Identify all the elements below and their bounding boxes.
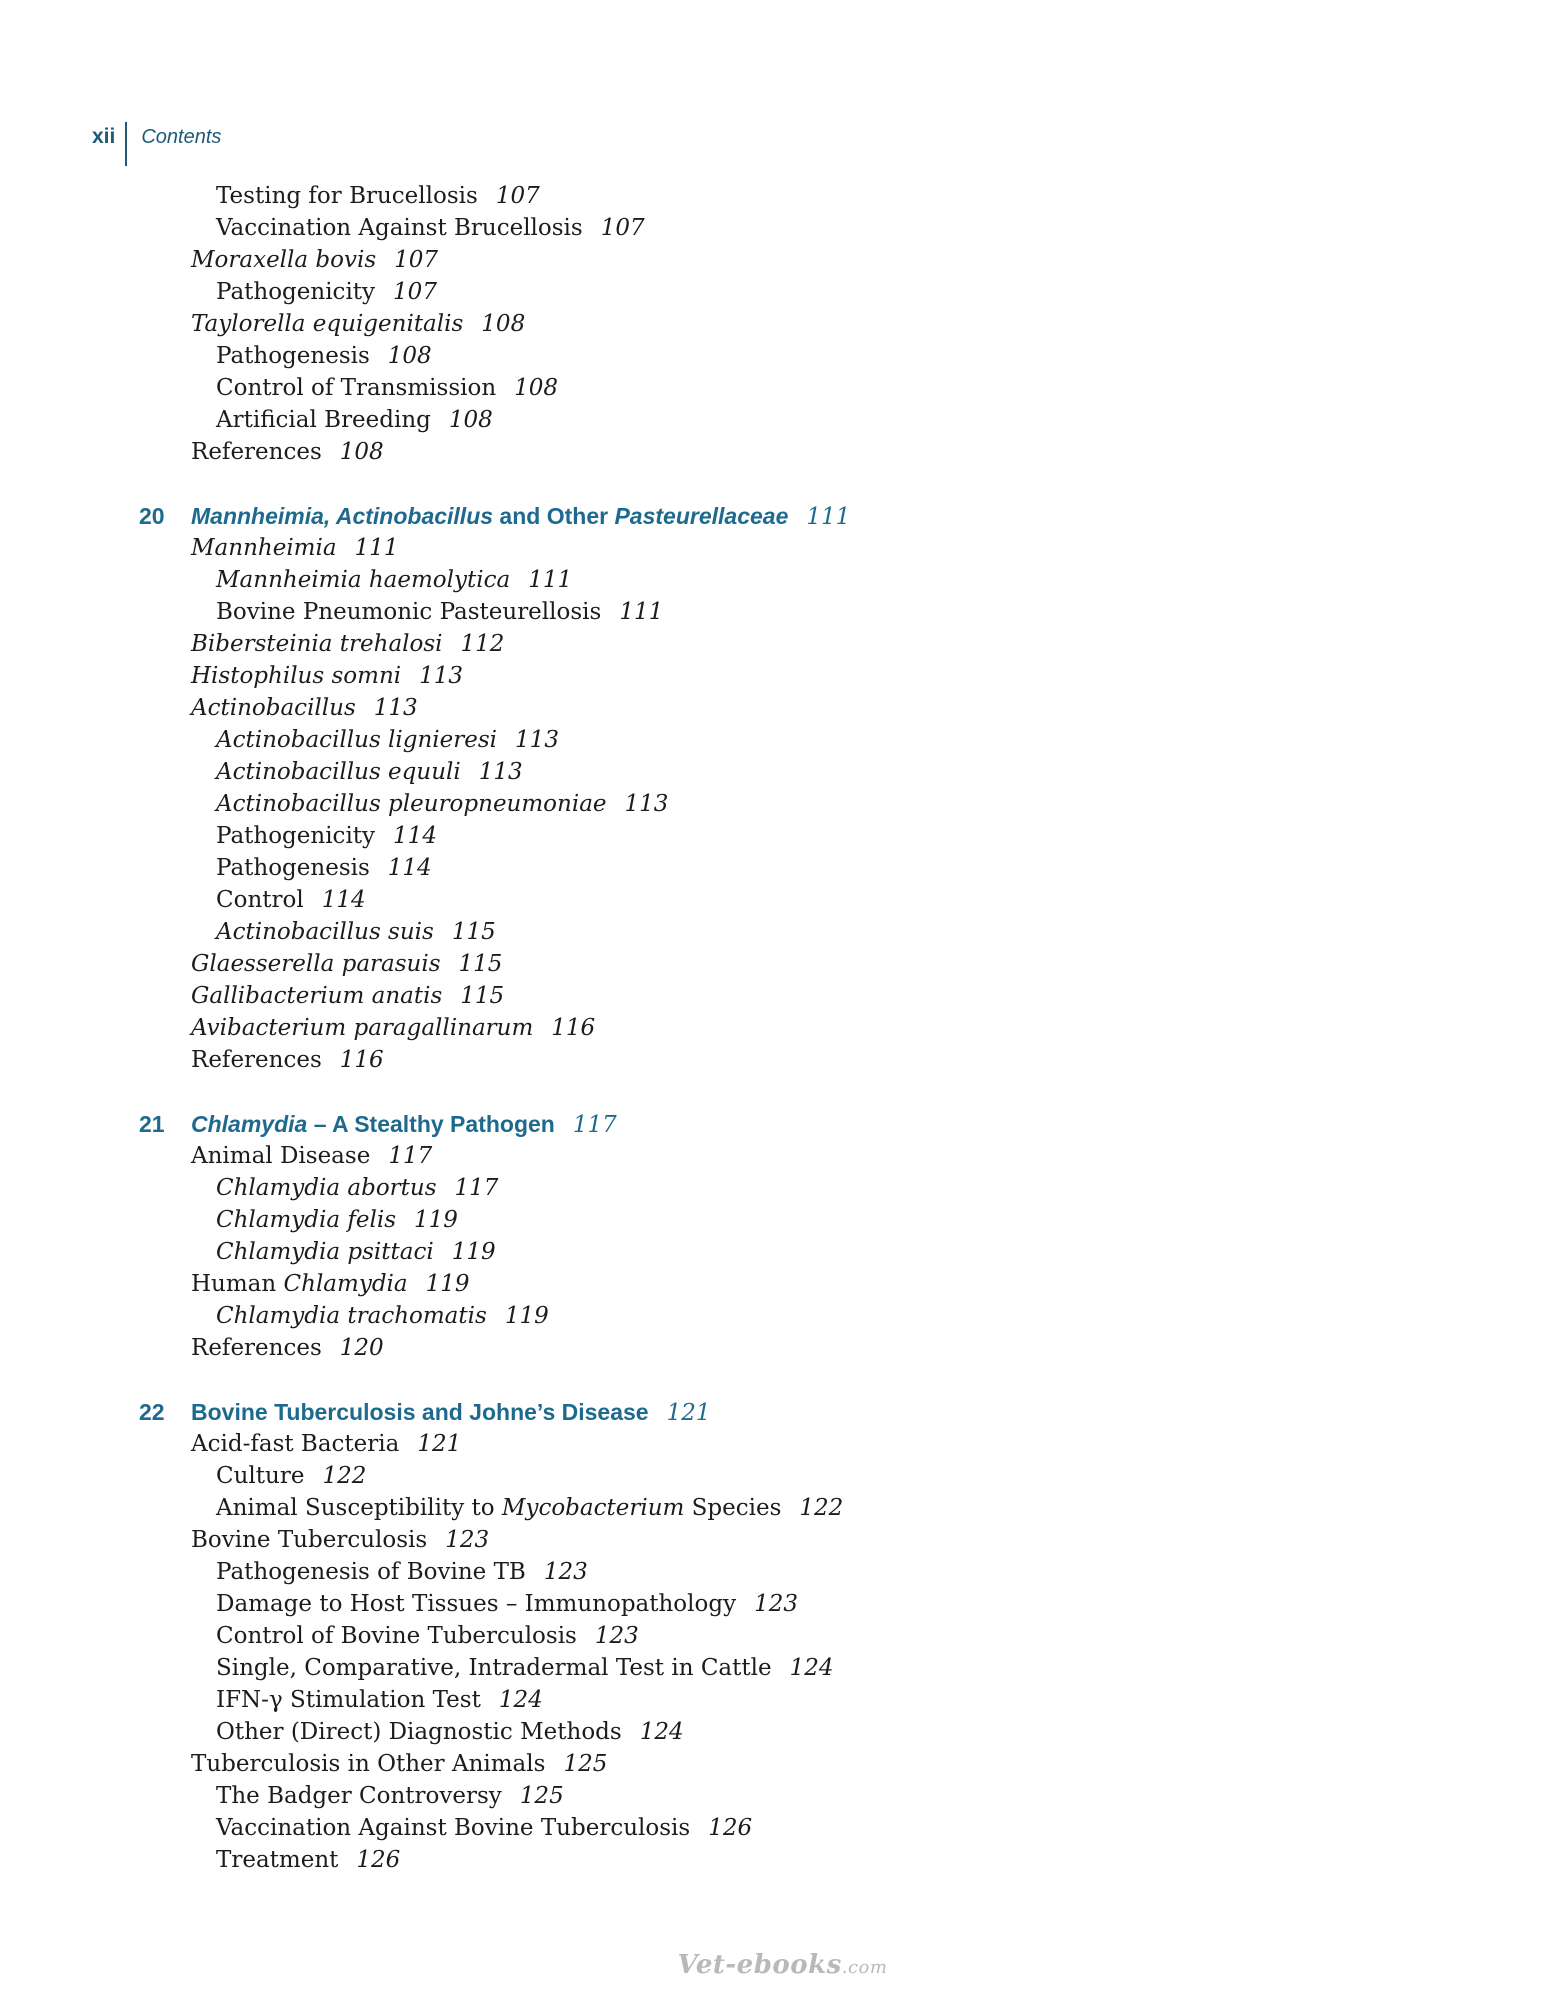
toc-subsection-entry[interactable] [0, 1236, 1565, 1268]
entry-page-number: 124 [789, 1655, 834, 1681]
chapter-title-part: Pasteurellaceae [614, 503, 789, 529]
toc-subsection-entry[interactable] [0, 1300, 1565, 1332]
entry-page-number: 117 [454, 1175, 499, 1201]
toc-section-entry[interactable] [0, 1140, 1565, 1172]
entry-page-number: 125 [519, 1783, 564, 1809]
toc-subsection-entry[interactable] [0, 404, 1565, 436]
watermark-text: Vet-ebooks [677, 1950, 842, 1980]
entry-page-number: 126 [708, 1815, 753, 1841]
chapter-number: 20 [139, 503, 165, 529]
entry-title: Treatment [216, 1847, 339, 1873]
entry-page-number: 111 [528, 567, 573, 593]
toc-section-entry[interactable] [0, 1428, 1565, 1460]
toc-subsection-entry[interactable] [0, 884, 1565, 916]
entry-title: References [191, 1047, 322, 1073]
entry-title: Moraxella bovis [191, 247, 377, 273]
toc-subsection-entry[interactable] [0, 340, 1565, 372]
toc-subsection-entry[interactable] [0, 1844, 1565, 1876]
toc-subsection-entry[interactable] [0, 1716, 1565, 1748]
entry-page-number: 114 [387, 855, 432, 881]
entry-page-number: 113 [515, 727, 559, 753]
entry-page-number: 122 [322, 1463, 367, 1489]
running-header [92, 122, 221, 166]
entry-title: Artificial Breeding [216, 407, 431, 433]
entry-page-number: 107 [394, 247, 439, 273]
toc-subsection-entry[interactable] [0, 1652, 1565, 1684]
entry-title: References [191, 439, 322, 465]
entry-page-number: 119 [504, 1303, 549, 1329]
entry-page-number: 113 [478, 759, 523, 785]
toc-subsection-entry[interactable] [0, 212, 1565, 244]
chapter-title [191, 500, 850, 533]
entry-title-part: Mycobacterium [501, 1495, 685, 1521]
entry-page-number: 122 [799, 1495, 844, 1521]
entry-page-number: 117 [388, 1143, 433, 1169]
entry-title: Taylorella equigenitalis [191, 311, 464, 337]
entry-title: Acid-fast Bacteria [191, 1431, 400, 1457]
toc-subsection-entry[interactable] [0, 372, 1565, 404]
entry-title: Tuberculosis in Other Animals [191, 1751, 546, 1777]
entry-page-number: 120 [339, 1335, 384, 1361]
entry-page-number: 119 [425, 1271, 470, 1297]
entry-title-part: Animal Susceptibility to [216, 1495, 502, 1521]
chapter-heading[interactable] [0, 500, 1565, 532]
entry-title: Avibacterium paragallinarum [191, 1015, 534, 1041]
entry-page-number: 108 [514, 375, 559, 401]
entry-page-number: 124 [639, 1719, 684, 1745]
running-title: Contents [141, 126, 222, 148]
entry-page-number: 116 [551, 1015, 596, 1041]
entry-page-number: 107 [495, 183, 540, 209]
entry-page-number: 123 [445, 1527, 490, 1553]
chapter-page-number: 121 [666, 1400, 711, 1426]
entry-title: Single, Comparative, Intradermal Test in Cattle [216, 1655, 772, 1681]
toc-section-entry[interactable] [0, 1524, 1565, 1556]
entry-title: Actinobacillus suis [216, 919, 434, 945]
toc-subsection-entry[interactable] [0, 788, 1565, 820]
entry-title: Vaccination Against Bovine Tuberculosis [216, 1815, 691, 1841]
toc-subsection-entry[interactable] [0, 596, 1565, 628]
chapter-title-part: Chlamydia [191, 1111, 308, 1137]
entry-page-number: 119 [451, 1239, 496, 1265]
entry-title: Control of Transmission [216, 375, 497, 401]
entry-page-number: 114 [321, 887, 366, 913]
entry-page-number: 119 [414, 1207, 458, 1233]
entry-page-number: 115 [451, 919, 496, 945]
entry-title: Vaccination Against Brucellosis [216, 215, 583, 241]
entry-title: Control [216, 887, 304, 913]
entry-page-number: 125 [563, 1751, 608, 1777]
entry-title: Other (Direct) Diagnostic Methods [216, 1719, 622, 1745]
toc-section-entry[interactable] [0, 1044, 1565, 1076]
entry-title: Pathogenicity [216, 279, 376, 305]
toc-subsection-entry[interactable] [0, 180, 1565, 212]
toc-section-entry[interactable] [0, 692, 1565, 724]
entry-page-number: 108 [387, 343, 432, 369]
chapter-title [191, 1108, 617, 1141]
entry-title: Mannheimia haemolytica [216, 567, 511, 593]
toc-subsection-entry[interactable] [0, 820, 1565, 852]
entry-page-number: 115 [458, 951, 503, 977]
entry-page-number: 123 [754, 1591, 798, 1617]
entry-title: Bovine Tuberculosis [191, 1527, 428, 1553]
entry-page-number: 115 [460, 983, 505, 1009]
chapter-number: 22 [139, 1399, 165, 1425]
toc-subsection-entry[interactable] [0, 756, 1565, 788]
toc-subsection-entry[interactable] [0, 564, 1565, 596]
entry-page-number: 112 [460, 631, 505, 657]
entry-page-number: 123 [543, 1559, 588, 1585]
toc-subsection-entry[interactable] [0, 1556, 1565, 1588]
toc-subsection-entry[interactable] [0, 1684, 1565, 1716]
entry-page-number: 124 [498, 1687, 543, 1713]
toc-subsection-entry[interactable] [0, 276, 1565, 308]
entry-title: Pathogenicity [216, 823, 376, 849]
entry-page-number: 113 [419, 663, 464, 689]
toc-subsection-entry[interactable] [0, 852, 1565, 884]
entry-title: Testing for Brucellosis [216, 183, 478, 209]
entry-page-number: 111 [354, 535, 399, 561]
entry-title: Culture [216, 1463, 305, 1489]
toc-subsection-entry[interactable] [0, 1172, 1565, 1204]
toc-section-entry[interactable] [0, 244, 1565, 276]
entry-title: Glaesserella parasuis [191, 951, 441, 977]
toc-section-entry[interactable] [0, 532, 1565, 564]
entry-title: Histophilus somni [191, 663, 402, 689]
entry-title: Chlamydia abortus [216, 1175, 437, 1201]
toc-section-entry[interactable] [0, 1332, 1565, 1364]
entry-title-part: Species [684, 1495, 782, 1521]
entry-page-number: 107 [600, 215, 645, 241]
entry-title: Pathogenesis [216, 855, 370, 881]
entry-title: Mannheimia [191, 535, 337, 561]
chapter-page-number: 117 [572, 1112, 617, 1138]
entry-page-number: 121 [417, 1431, 462, 1457]
toc-subsection-entry[interactable] [0, 1204, 1565, 1236]
toc-section-entry[interactable] [0, 1012, 1565, 1044]
entry-title: Bovine Pneumonic Pasteurellosis [216, 599, 602, 625]
entry-title: Bibersteinia trehalosi [191, 631, 443, 657]
table-of-contents [0, 180, 1565, 1876]
entry-title: Actinobacillus [191, 695, 356, 721]
entry-page-number: 114 [393, 823, 437, 849]
toc-section-entry[interactable] [0, 1748, 1565, 1780]
toc-section-entry[interactable] [0, 948, 1565, 980]
entry-title: The Badger Controversy [216, 1783, 502, 1809]
entry-title: Actinobacillus pleuropneumoniae [216, 791, 607, 817]
toc-subsection-entry[interactable] [0, 1460, 1565, 1492]
entry-title: Pathogenesis [216, 343, 370, 369]
chapter-heading[interactable] [0, 1396, 1565, 1428]
toc-subsection-entry[interactable] [0, 1812, 1565, 1844]
toc-section-entry[interactable] [0, 308, 1565, 340]
entry-title: Chlamydia psittaci [216, 1239, 434, 1265]
toc-section-entry[interactable] [0, 436, 1565, 468]
toc-subsection-entry[interactable] [0, 916, 1565, 948]
toc-section-entry[interactable] [0, 980, 1565, 1012]
entry-page-number: 107 [393, 279, 437, 305]
toc-subsection-entry[interactable] [0, 1492, 1565, 1524]
entry-title-part: Chlamydia [283, 1271, 408, 1297]
chapter-title-part: – A Stealthy Pathogen [307, 1111, 555, 1137]
watermark-logo [0, 1950, 1565, 1980]
chapter-page-number: 111 [806, 504, 851, 530]
entry-title: Animal Disease [191, 1143, 371, 1169]
toc-section-entry[interactable] [0, 1268, 1565, 1300]
toc-section-entry[interactable] [0, 628, 1565, 660]
toc-subsection-entry[interactable] [0, 1620, 1565, 1652]
entry-page-number: 111 [619, 599, 664, 625]
entry-page-number: 116 [339, 1047, 384, 1073]
chapter-title-part: and Other [493, 503, 615, 529]
toc-subsection-entry[interactable] [0, 1588, 1565, 1620]
chapter-number: 21 [139, 1111, 165, 1137]
header-divider [125, 122, 127, 166]
toc-subsection-entry[interactable] [0, 724, 1565, 756]
chapter-heading[interactable] [0, 1108, 1565, 1140]
entry-title: Pathogenesis of Bovine TB [216, 1559, 526, 1585]
entry-page-number: 108 [339, 439, 384, 465]
toc-subsection-entry[interactable] [0, 1780, 1565, 1812]
entry-title: Damage to Host Tissues – Immunopathology [216, 1591, 737, 1617]
entry-title: References [191, 1335, 322, 1361]
entry-title: Chlamydia felis [216, 1207, 397, 1233]
entry-title: Control of Bovine Tuberculosis [216, 1623, 577, 1649]
entry-page-number: 108 [481, 311, 526, 337]
chapter-title [191, 1396, 711, 1429]
entry-page-number: 126 [356, 1847, 401, 1873]
entry-page-number: 113 [624, 791, 669, 817]
entry-title: Actinobacillus lignieresi [216, 727, 498, 753]
chapter-title-part: Bovine Tuberculosis and Johne’s Disease [191, 1399, 649, 1425]
entry-page-number: 113 [373, 695, 418, 721]
entry-title: Gallibacterium anatis [191, 983, 443, 1009]
entry-page-number: 123 [594, 1623, 639, 1649]
chapter-title-part: Mannheimia, Actinobacillus [191, 503, 494, 529]
watermark-domain: .com [841, 1957, 888, 1978]
entry-title-part: Human [191, 1271, 284, 1297]
page-number: xii [92, 125, 116, 148]
entry-title: IFN-γ Stimulation Test [216, 1687, 481, 1713]
toc-section-entry[interactable] [0, 660, 1565, 692]
entry-title: Chlamydia trachomatis [216, 1303, 487, 1329]
entry-title: Actinobacillus equuli [216, 759, 461, 785]
entry-page-number: 108 [448, 407, 493, 433]
